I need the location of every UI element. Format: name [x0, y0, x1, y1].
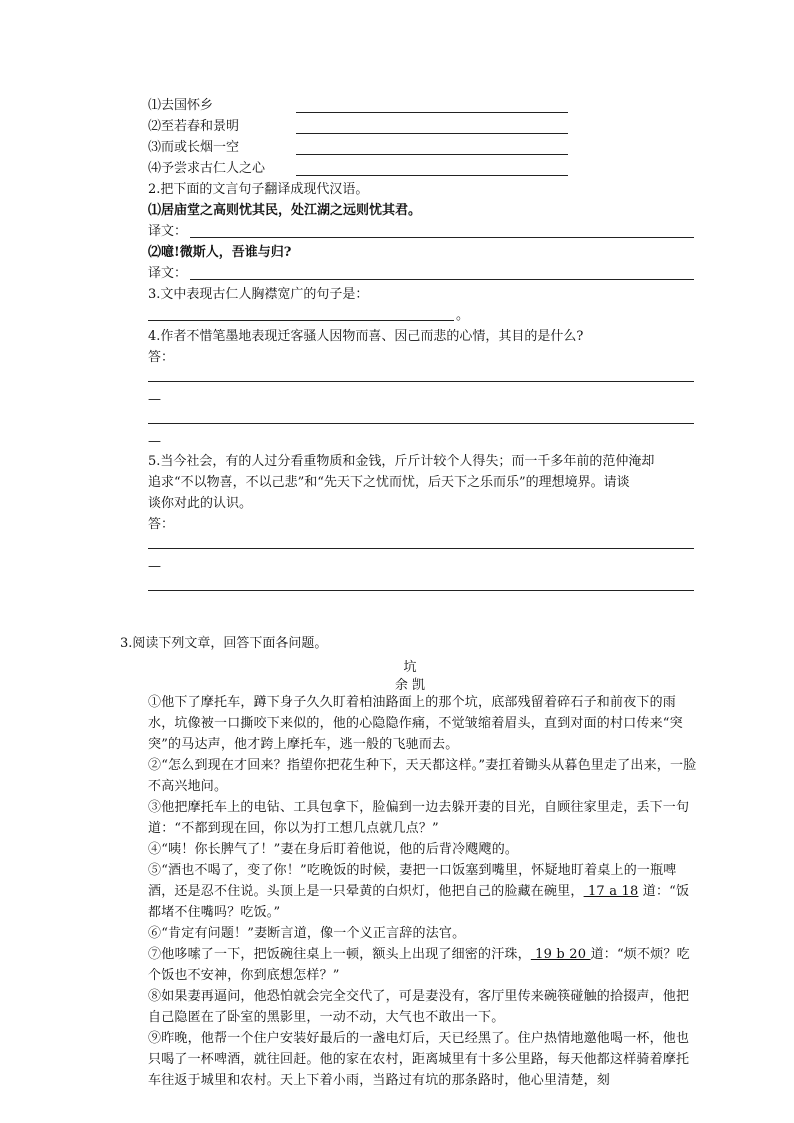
dash-mark: —: [148, 434, 161, 449]
blank-17-a[interactable]: 17 a: [583, 884, 622, 899]
answer-line: [148, 548, 694, 549]
answer-line: [296, 133, 568, 134]
answer-line: [296, 154, 568, 155]
q4-prompt: 4.作者不惜笔墨地表现迁客骚人因物而喜、因己而悲的心情，其目的是什么?: [148, 329, 584, 344]
q1-item-2: ⑵至若春和景明: [148, 119, 240, 134]
answer-line: [148, 381, 694, 382]
q5-prompt-line-3: 谈你对此的认识。: [148, 496, 253, 511]
q3-prompt: 3.文中表现古仁人胸襟宽广的句子是：: [148, 287, 369, 302]
story-paragraph-2: ②“怎么到现在才回来？指望你把花生种下，天天都这样。”妻扛着锄头从暮色里走了出来，一脸不高兴地问。: [148, 758, 697, 794]
story-text: 道：“饭都堵不住嘴吗？吃饭。”: [148, 884, 690, 920]
dash-mark: —: [148, 559, 161, 574]
answer-label: 答：: [148, 350, 175, 365]
answer-line: [190, 279, 694, 280]
q1-item-4: ⑷予尝求古仁人之心: [148, 161, 266, 176]
story-paragraph-3: ③他把摩托车上的电钻、工具包拿下，脸偏到一边去躲开妻的目光，自顾往家里走，丢下一句道：“不都到现在回，你以为打工想几点就几点？”: [148, 800, 690, 836]
story-author: 余 凯: [394, 678, 426, 693]
story-paragraph-8: ⑧如果妻再逼问，他恐怕就会完全交代了，可是妻没有，客厅里传来碗筷碰触的拾掇声，他把自己隐匿在了卧室的黑影里，一动不动，大气也不敢出一下。: [148, 989, 690, 1025]
answer-line: [190, 237, 694, 238]
story-text: ⑤“酒也不喝了，变了你！”吃晚饭的时候，妻把一口饭塞到嘴里，怀疑地盯着桌上的一瓶啤酒，还是忍不住说。头顶上是一只晕黄的白炽灯，他把自己的脸藏在碗里，: [148, 863, 677, 899]
answer-line: [148, 590, 694, 591]
story-text: 道：“烦不烦？吃个饭也不安神，你到底想怎样？”: [148, 947, 690, 983]
dash-mark: —: [148, 392, 161, 407]
story-text: ⑦他哆嗦了一下，把饭碗往桌上一顿，额头上出现了细密的汗珠，: [148, 947, 531, 962]
story-title: 坑: [403, 660, 417, 675]
translation-label: 译文：: [148, 224, 188, 239]
q5-prompt-line-2: 追求“不以物喜，不以己悲”和“先天下之忧而忧，后天下之乐而乐”的理想境界。请谈: [148, 475, 630, 490]
story-paragraph-7: [148, 944, 700, 986]
q1-item-3: ⑶而或长烟一空: [148, 140, 240, 155]
q3-end-mark: 。: [456, 308, 470, 323]
story-body: [148, 692, 700, 1091]
answer-line: [148, 320, 454, 321]
story-paragraph-4: ④“咦！你长脾气了！”妻在身后盯着他说，他的后背冷飕飕的。: [148, 842, 519, 857]
q1-item-1: ⑴去国怀乡: [148, 98, 214, 113]
story-paragraph-5: [148, 860, 700, 923]
story-paragraph-1: ①他下了摩托车，蹲下身子久久盯着柏油路面上的那个坑，底部残留着碎石子和前夜下的雨水，坑像被一口撕咬下来似的，他的心隐隐作痛，不觉皱缩着眉头，直到对面的村口传来“突突”的马达声，他才跨上摩托车，逃一般的飞驰而去。: [148, 695, 683, 752]
q2-sentence-2: ⑵噫!微斯人，吾谁与归?: [148, 245, 292, 260]
section-3-prompt: 3.阅读下列文章，回答下面各问题。: [120, 636, 328, 651]
q2-sentence-1: ⑴居庙堂之高则忧其民，处江湖之远则忧其君。: [148, 203, 422, 218]
blank-18[interactable]: 18: [621, 884, 639, 899]
blank-19-b-20[interactable]: 19 b 20: [530, 947, 591, 962]
translation-label: 译文：: [148, 266, 188, 281]
answer-line: [148, 423, 694, 424]
answer-line: [296, 175, 568, 176]
story-paragraph-9: ⑨昨晚，他帮一个住户安装好最后的一盏电灯后，天已经黑了。住户热情地邀他喝一杯，他也只喝了一杯啤酒，就往回赶。他的家在农村，距离城里有十多公里路，每天他都这样骑着摩托车往返于城里和农村。天上下着小雨，当路过有坑的那条路时，他心里清楚，刻: [148, 1031, 690, 1088]
q5-prompt-line-1: 5.当今社会，有的人过分看重物质和金钱，斤斤计较个人得失；而一千多年前的范仲淹却: [148, 454, 655, 469]
story-paragraph-6: ⑥“肯定有问题！”妻断言道，像一个义正言辞的法官。: [148, 926, 466, 941]
answer-line: [296, 112, 568, 113]
answer-label: 答：: [148, 517, 175, 532]
q2-prompt: 2.把下面的文言句子翻译成现代汉语。: [148, 182, 369, 197]
